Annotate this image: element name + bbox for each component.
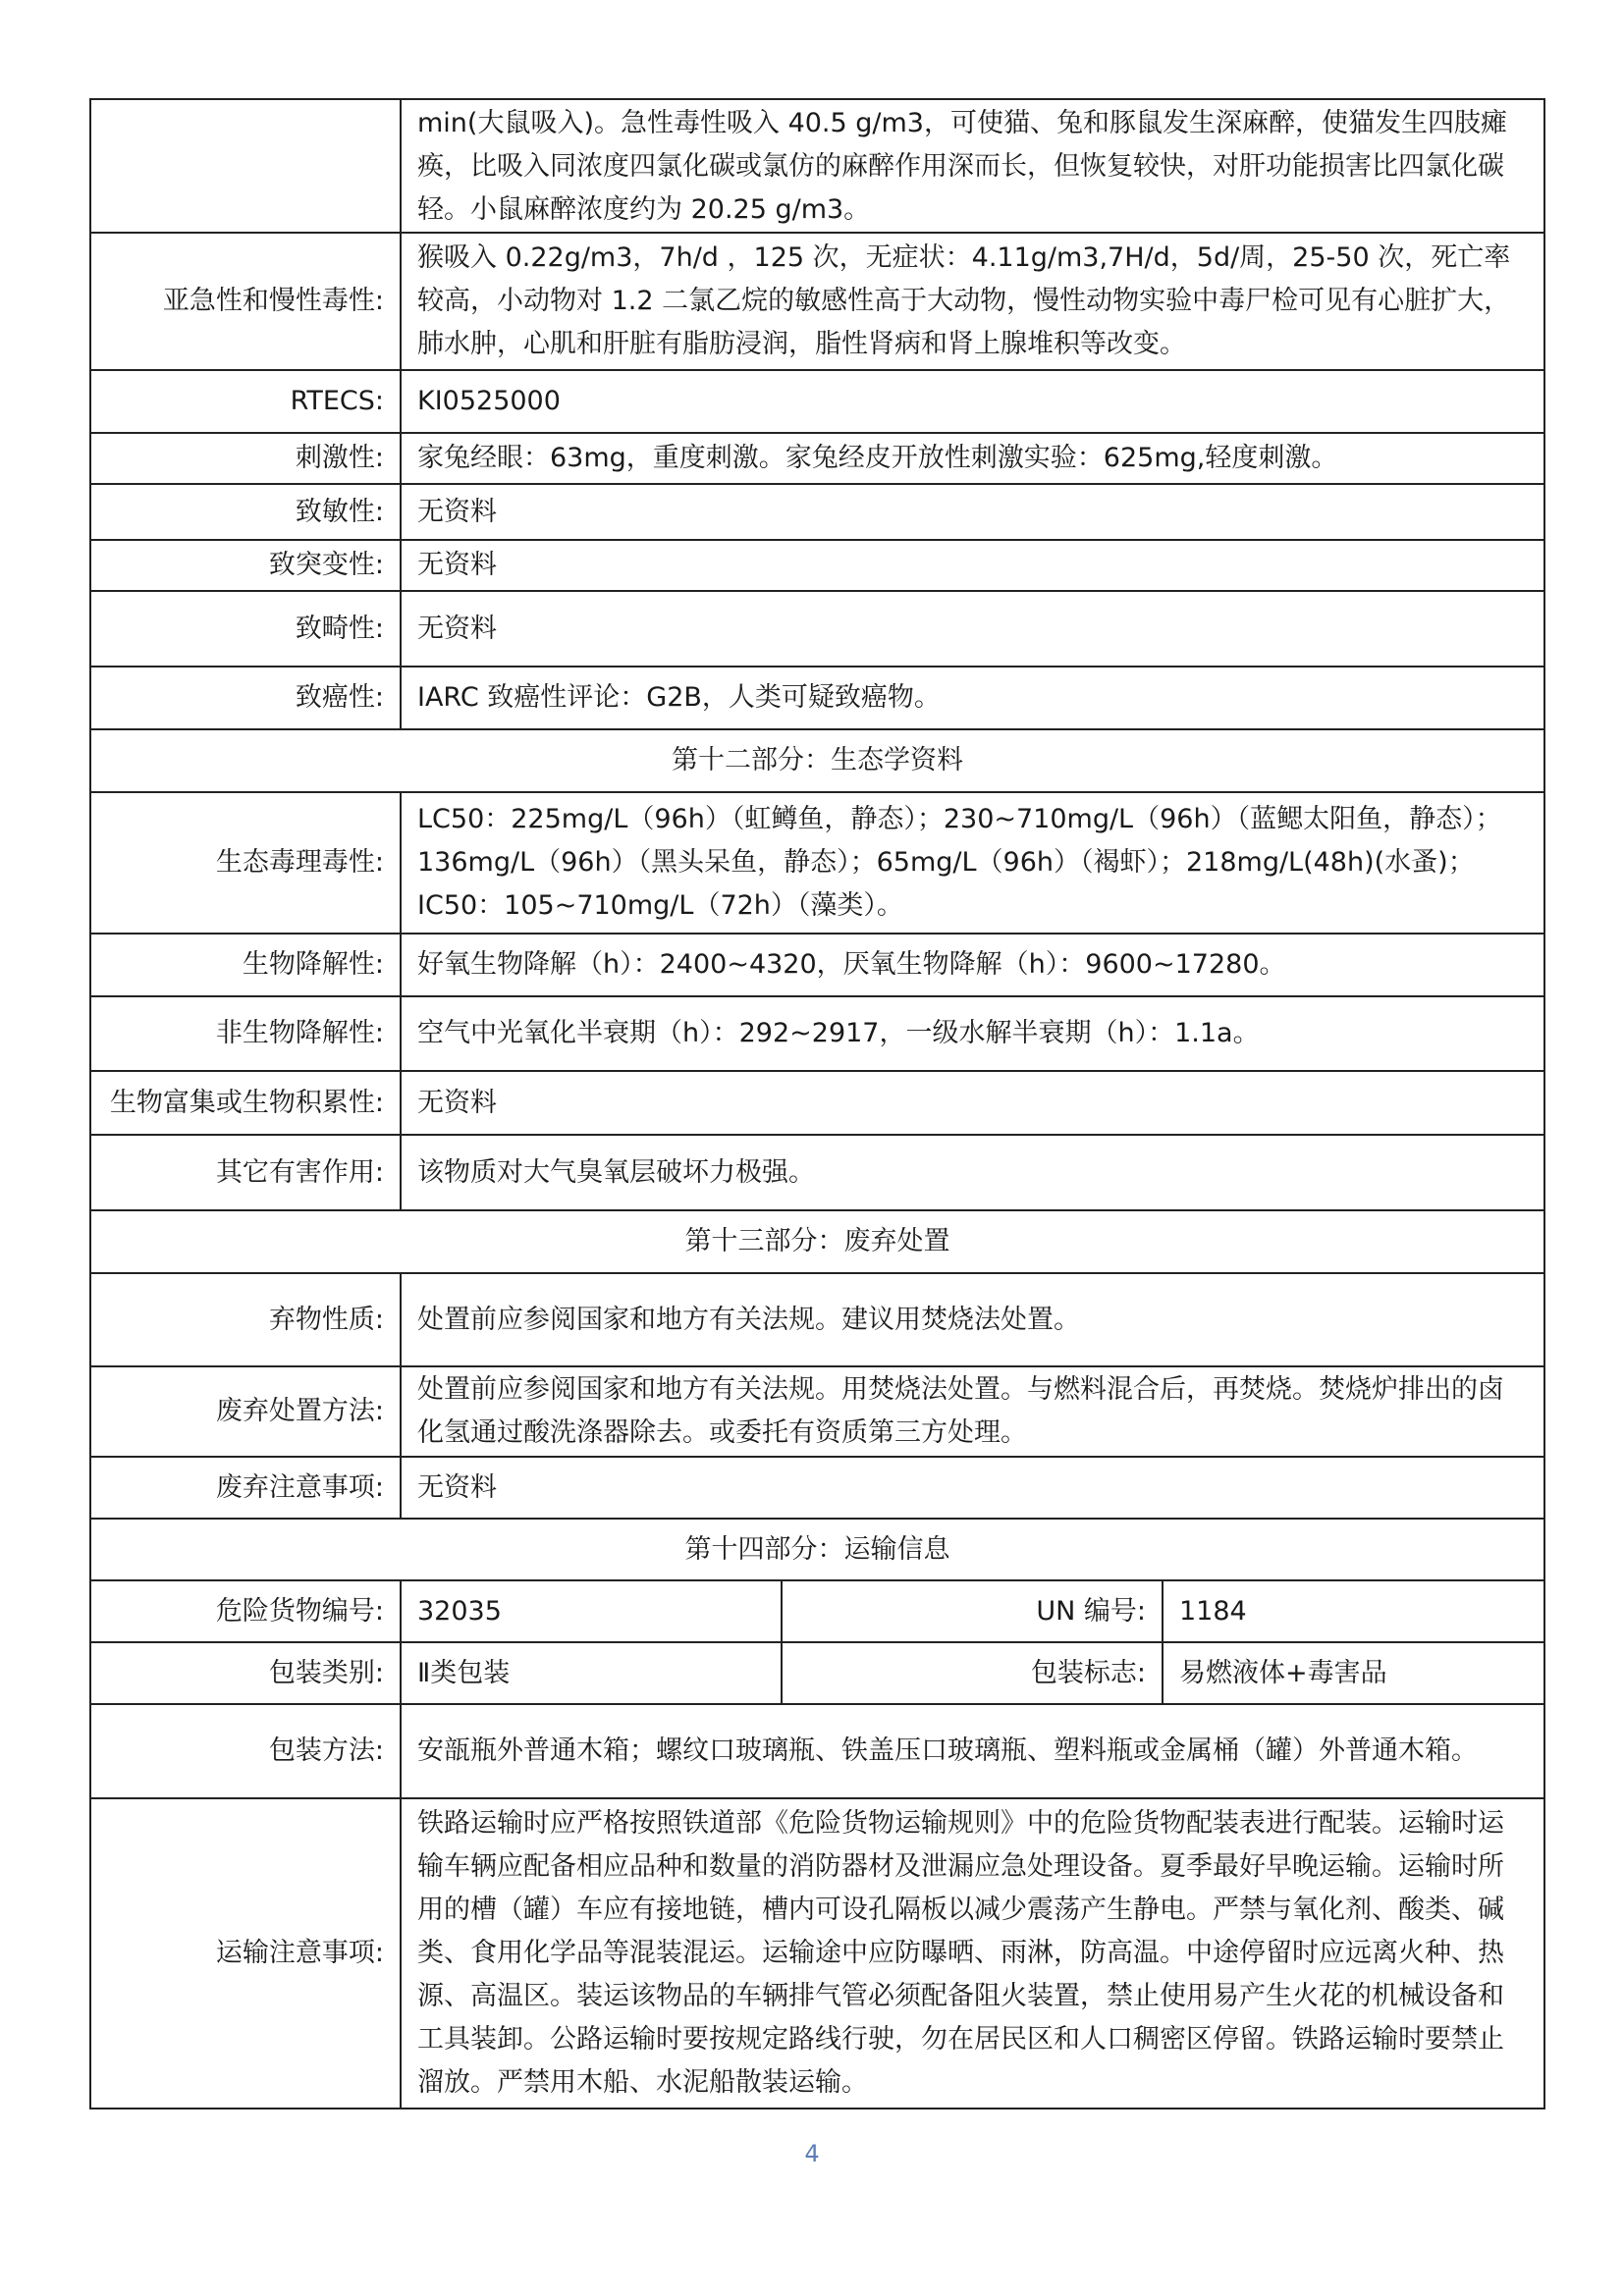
acute-toxicity-continued-value: min(大鼠吸入)。急性毒性吸入 40.5 g/m3，可使猫、兔和豚鼠发生深麻醉，使猫发生四肢瘫痪，比吸入同浓度四氯化碳或氯仿的麻醉作用深而长，但恢复较快，对肝功能损害比四氯化碳轻。小鼠麻醉浓度约为 20.25 g/m3。 (401, 99, 1544, 233)
page-number: 4 (804, 2140, 820, 2167)
table-row (90, 591, 1544, 667)
waste-notes-value: 无资料 (401, 1457, 1544, 1519)
teratogenicity-value: 无资料 (401, 591, 1544, 667)
section-heading-disposal: 第十三部分：废弃处置 (90, 1210, 1544, 1273)
row-label (90, 99, 401, 233)
table-row (90, 1704, 1544, 1798)
irritation-value: 家兔经眼：63mg，重度刺激。家兔经皮开放性刺激实验：625mg,轻度刺激。 (401, 433, 1544, 484)
pack-mark-label: 包装标志: (782, 1642, 1163, 1704)
bioaccumulation-label: 生物富集或生物积累性: (90, 1071, 401, 1135)
sensitization-label: 致敏性: (90, 484, 401, 540)
other-harm-value: 该物质对大气臭氧层破坏力极强。 (401, 1135, 1544, 1210)
table-row (90, 1210, 1544, 1273)
pack-class-label: 包装类别: (90, 1642, 401, 1704)
section-heading-ecology: 第十二部分：生态学资料 (90, 729, 1544, 792)
un-number-label: UN 编号: (782, 1580, 1163, 1642)
table-row (90, 1457, 1544, 1519)
rtecs-value: KI0525000 (401, 370, 1544, 433)
table-row (90, 729, 1544, 792)
waste-method-value: 处置前应参阅国家和地方有关法规。用焚烧法处置。与燃料混合后，再焚烧。焚烧炉排出的卤化氢通过酸洗涤器除去。或委托有资质第三方处理。 (401, 1366, 1544, 1457)
table-row (90, 667, 1544, 729)
table-row (90, 233, 1544, 370)
un-number-value: 1184 (1163, 1580, 1544, 1642)
table-row (90, 433, 1544, 484)
ecotoxicity-label: 生态毒理毒性: (90, 792, 401, 934)
table-row (90, 370, 1544, 433)
biodegradability-label: 生物降解性: (90, 934, 401, 996)
table-row (90, 792, 1544, 934)
pack-method-value: 安瓿瓶外普通木箱；螺纹口玻璃瓶、铁盖压口玻璃瓶、塑料瓶或金属桶（罐）外普通木箱。 (401, 1704, 1544, 1798)
mutagenicity-label: 致突变性: (90, 540, 401, 591)
table-row (90, 484, 1544, 540)
ecotoxicity-value: LC50：225mg/L（96h）（虹鳟鱼，静态）；230~710mg/L（96h）（蓝鳃太阳鱼，静态）；136mg/L（96h）（黑头呆鱼，静态）；65mg/L（96h）（褐虾）；218mg/L(48h)(水蚤)；IC50：105~710mg/L（72h）（藻类）。 (401, 792, 1544, 934)
irritation-label: 刺激性: (90, 433, 401, 484)
table-row (90, 1135, 1544, 1210)
subacute-toxicity-label: 亚急性和慢性毒性: (90, 233, 401, 370)
pack-mark-value: 易燃液体+毒害品 (1163, 1642, 1544, 1704)
table-row (90, 1366, 1544, 1457)
table-row (90, 1273, 1544, 1366)
transport-notes-label: 运输注意事项: (90, 1798, 401, 2109)
table-row (90, 1071, 1544, 1135)
biodegradability-value: 好氧生物降解（h）：2400~4320，厌氧生物降解（h）：9600~17280。 (401, 934, 1544, 996)
table-row (90, 1519, 1544, 1580)
rtecs-label: RTECS: (90, 370, 401, 433)
table-row (90, 1798, 1544, 2109)
table-row (90, 99, 1544, 233)
teratogenicity-label: 致畸性: (90, 591, 401, 667)
waste-method-label: 废弃处置方法: (90, 1366, 401, 1457)
carcinogenicity-value: IARC 致癌性评论：G2B，人类可疑致癌物。 (401, 667, 1544, 729)
waste-notes-label: 废弃注意事项: (90, 1457, 401, 1519)
sds-table (89, 98, 1545, 2109)
waste-nature-label: 弃物性质: (90, 1273, 401, 1366)
other-harm-label: 其它有害作用: (90, 1135, 401, 1210)
sensitization-value: 无资料 (401, 484, 1544, 540)
nonbiodegradability-value: 空气中光氧化半衰期（h）：292~2917，一级水解半衰期（h）：1.1a。 (401, 996, 1544, 1071)
carcinogenicity-label: 致癌性: (90, 667, 401, 729)
table-row (90, 540, 1544, 591)
subacute-toxicity-value: 猴吸入 0.22g/m3，7h/d ，125 次，无症状：4.11g/m3,7H/d，5d/周，25-50 次，死亡率较高，小动物对 1.2 二氯乙烷的敏感性高于大动物，慢性动物实验中毒尸检可见有心脏扩大，肺水肿，心肌和肝脏有脂肪浸润，脂性肾病和肾上腺堆积等改变。 (401, 233, 1544, 370)
pack-method-label: 包装方法: (90, 1704, 401, 1798)
table-row (90, 996, 1544, 1071)
table-row (90, 1642, 1544, 1704)
transport-notes-value: 铁路运输时应严格按照铁道部《危险货物运输规则》中的危险货物配装表进行配装。运输时运输车辆应配备相应品种和数量的消防器材及泄漏应急处理设备。夏季最好早晚运输。运输时所用的槽（罐）车应有接地链，槽内可设孔隔板以减少震荡产生静电。严禁与氧化剂、酸类、碱类、食用化学品等混装混运。运输途中应防曝晒、雨淋，防高温。中途停留时应远离火种、热源、高温区。装运该物品的车辆排气管必须配备阻火装置，禁止使用易产生火花的机械设备和工具装卸。公路运输时要按规定路线行驶，勿在居民区和人口稠密区停留。铁路运输时要禁止溜放。严禁用木船、水泥船散装运输。 (401, 1798, 1544, 2109)
dg-number-label: 危险货物编号: (90, 1580, 401, 1642)
dg-number-value: 32035 (401, 1580, 782, 1642)
pack-class-value: Ⅱ类包装 (401, 1642, 782, 1704)
mutagenicity-value: 无资料 (401, 540, 1544, 591)
nonbiodegradability-label: 非生物降解性: (90, 996, 401, 1071)
table-row (90, 1580, 1544, 1642)
bioaccumulation-value: 无资料 (401, 1071, 1544, 1135)
section-heading-transport: 第十四部分：运输信息 (90, 1519, 1544, 1580)
waste-nature-value: 处置前应参阅国家和地方有关法规。建议用焚烧法处置。 (401, 1273, 1544, 1366)
table-row (90, 934, 1544, 996)
